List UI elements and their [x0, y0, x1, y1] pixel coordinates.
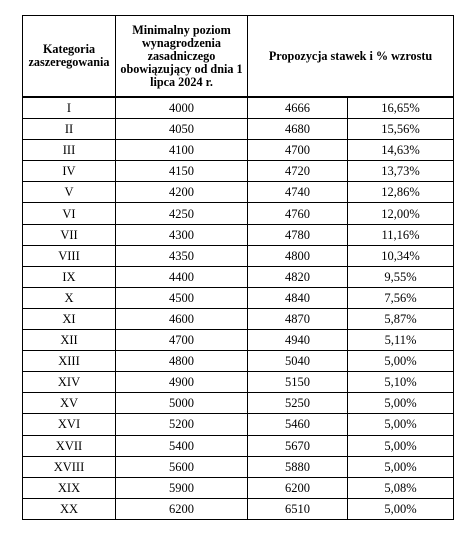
cell-minimum-wage: 4350: [116, 245, 248, 266]
cell-minimum-wage: 4000: [116, 97, 248, 119]
cell-category: XII: [23, 330, 116, 351]
cell-proposed-rate: 4680: [248, 119, 348, 140]
cell-category: II: [23, 119, 116, 140]
cell-proposed-rate: 4820: [248, 266, 348, 287]
cell-proposed-rate: 4780: [248, 224, 348, 245]
table-row: [23, 414, 454, 435]
cell-minimum-wage: 4700: [116, 330, 248, 351]
cell-minimum-wage: 4500: [116, 287, 248, 308]
table-row: [23, 161, 454, 182]
cell-increase-percent: 5,00%: [348, 393, 454, 414]
cell-proposed-rate: 5670: [248, 435, 348, 456]
cell-proposed-rate: 5250: [248, 393, 348, 414]
cell-category: XI: [23, 308, 116, 329]
cell-category: XVI: [23, 414, 116, 435]
cell-increase-percent: 15,56%: [348, 119, 454, 140]
cell-increase-percent: 14,63%: [348, 140, 454, 161]
cell-increase-percent: 9,55%: [348, 266, 454, 287]
cell-minimum-wage: 5600: [116, 456, 248, 477]
cell-increase-percent: 7,56%: [348, 287, 454, 308]
table-row: [23, 287, 454, 308]
cell-increase-percent: 12,00%: [348, 203, 454, 224]
cell-proposed-rate: 5460: [248, 414, 348, 435]
table-row: [23, 456, 454, 477]
table-row: [23, 477, 454, 498]
table-row: [23, 393, 454, 414]
cell-proposed-rate: 4700: [248, 140, 348, 161]
cell-category: XX: [23, 498, 116, 519]
cell-proposed-rate: 4840: [248, 287, 348, 308]
cell-increase-percent: 11,16%: [348, 224, 454, 245]
cell-proposed-rate: 4666: [248, 97, 348, 119]
cell-increase-percent: 5,00%: [348, 498, 454, 519]
cell-proposed-rate: 6200: [248, 477, 348, 498]
cell-increase-percent: 13,73%: [348, 161, 454, 182]
header-proposal: Propozycja stawek i % wzrostu: [248, 16, 454, 98]
cell-category: III: [23, 140, 116, 161]
cell-minimum-wage: 6200: [116, 498, 248, 519]
cell-category: VIII: [23, 245, 116, 266]
cell-minimum-wage: 5900: [116, 477, 248, 498]
table-row: [23, 245, 454, 266]
table-row: [23, 266, 454, 287]
cell-category: XVIII: [23, 456, 116, 477]
cell-proposed-rate: 6510: [248, 498, 348, 519]
salary-table: [22, 15, 454, 520]
cell-increase-percent: 5,00%: [348, 435, 454, 456]
cell-increase-percent: 12,86%: [348, 182, 454, 203]
cell-proposed-rate: 5150: [248, 372, 348, 393]
cell-category: VII: [23, 224, 116, 245]
table-body: [23, 97, 454, 519]
header-row: [23, 16, 454, 98]
cell-proposed-rate: 4760: [248, 203, 348, 224]
cell-category: VI: [23, 203, 116, 224]
cell-increase-percent: 5,11%: [348, 330, 454, 351]
table-row: [23, 119, 454, 140]
table-row: [23, 351, 454, 372]
cell-proposed-rate: 4940: [248, 330, 348, 351]
cell-minimum-wage: 5000: [116, 393, 248, 414]
cell-minimum-wage: 4100: [116, 140, 248, 161]
table-row: [23, 224, 454, 245]
cell-increase-percent: 5,00%: [348, 456, 454, 477]
table-row: [23, 330, 454, 351]
cell-proposed-rate: 4740: [248, 182, 348, 203]
cell-minimum-wage: 4200: [116, 182, 248, 203]
cell-category: XIV: [23, 372, 116, 393]
cell-proposed-rate: 4800: [248, 245, 348, 266]
cell-category: XV: [23, 393, 116, 414]
header-category: Kategoria zaszeregowania: [23, 16, 116, 98]
table-row: [23, 182, 454, 203]
cell-category: IX: [23, 266, 116, 287]
cell-minimum-wage: 5200: [116, 414, 248, 435]
cell-proposed-rate: 4720: [248, 161, 348, 182]
cell-increase-percent: 5,08%: [348, 477, 454, 498]
cell-minimum-wage: 4900: [116, 372, 248, 393]
header-minimum-wage: Minimalny poziom wynagrodzenia zasadniczego obowiązujący od dnia 1 lipca 2024 r.: [116, 16, 248, 98]
cell-minimum-wage: 4250: [116, 203, 248, 224]
cell-proposed-rate: 5880: [248, 456, 348, 477]
cell-increase-percent: 5,00%: [348, 351, 454, 372]
cell-category: V: [23, 182, 116, 203]
cell-minimum-wage: 5400: [116, 435, 248, 456]
cell-category: XVII: [23, 435, 116, 456]
cell-increase-percent: 16,65%: [348, 97, 454, 119]
table-row: [23, 498, 454, 519]
table-header: [23, 16, 454, 98]
cell-category: XIII: [23, 351, 116, 372]
cell-category: X: [23, 287, 116, 308]
table-row: [23, 203, 454, 224]
table-row: [23, 435, 454, 456]
cell-increase-percent: 5,10%: [348, 372, 454, 393]
table-row: [23, 97, 454, 119]
cell-category: XIX: [23, 477, 116, 498]
cell-increase-percent: 5,00%: [348, 414, 454, 435]
cell-proposed-rate: 5040: [248, 351, 348, 372]
cell-category: I: [23, 97, 116, 119]
cell-minimum-wage: 4050: [116, 119, 248, 140]
cell-minimum-wage: 4800: [116, 351, 248, 372]
cell-minimum-wage: 4300: [116, 224, 248, 245]
cell-increase-percent: 10,34%: [348, 245, 454, 266]
cell-proposed-rate: 4870: [248, 308, 348, 329]
cell-minimum-wage: 4400: [116, 266, 248, 287]
table-row: [23, 308, 454, 329]
table-row: [23, 140, 454, 161]
cell-minimum-wage: 4600: [116, 308, 248, 329]
cell-minimum-wage: 4150: [116, 161, 248, 182]
cell-category: IV: [23, 161, 116, 182]
table-row: [23, 372, 454, 393]
cell-increase-percent: 5,87%: [348, 308, 454, 329]
